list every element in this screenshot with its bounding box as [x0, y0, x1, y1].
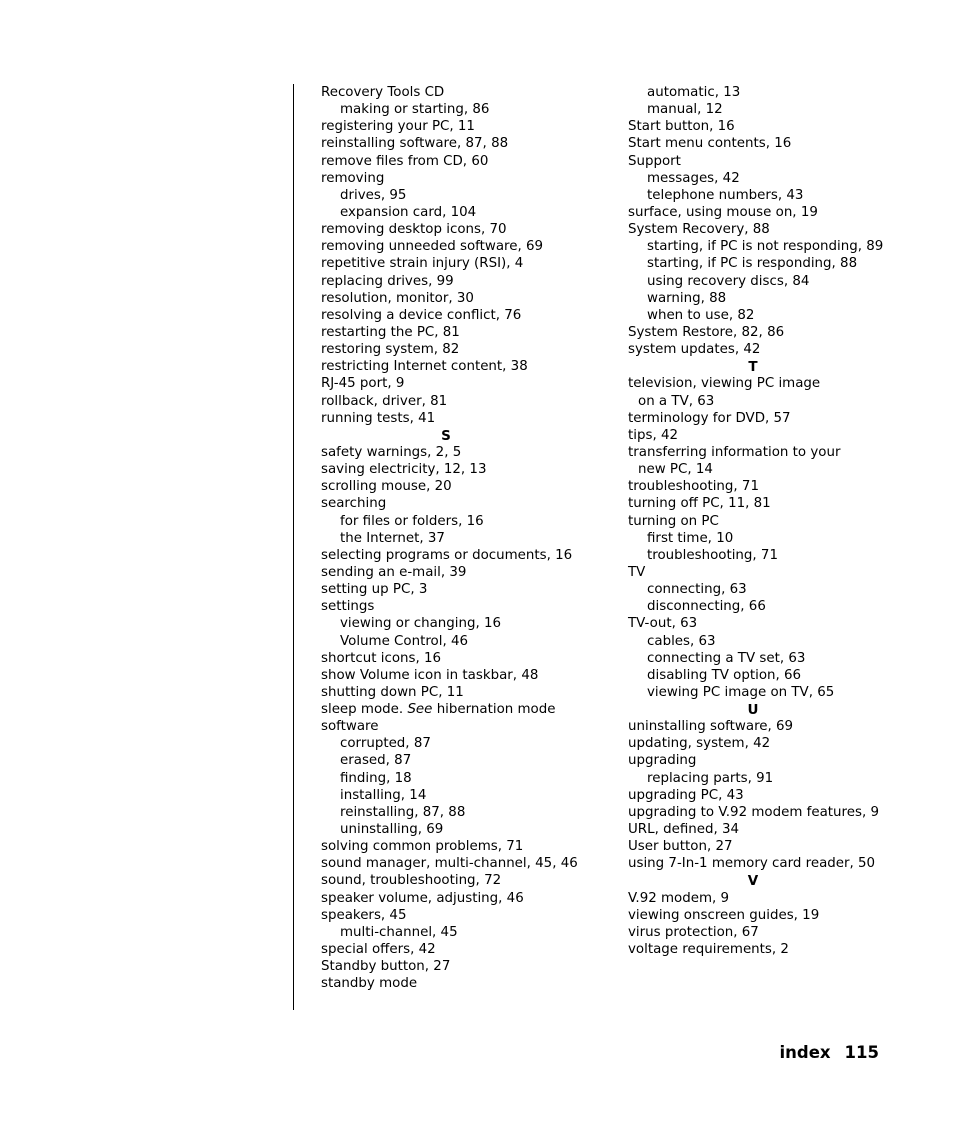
index-subentry: troubleshooting, 71: [647, 547, 778, 563]
index-entry: upgrading: [628, 753, 697, 769]
index-subentry: uninstalling, 69: [340, 822, 444, 838]
index-subentry: viewing PC image on TV, 65: [647, 684, 835, 700]
letter-heading: T: [748, 359, 758, 376]
index-entry: restarting the PC, 81: [321, 324, 460, 340]
index-entry: television, viewing PC image: [628, 376, 821, 392]
index-entry: Recovery Tools CD: [321, 85, 445, 100]
index-subentry: drives, 95: [340, 187, 407, 203]
index-entry: voltage requirements, 2: [628, 942, 789, 958]
index-entry: uninstalling software, 69: [628, 719, 794, 735]
index-subentry: expansion card, 104: [340, 204, 477, 220]
index-entry: transferring information to your: [628, 444, 841, 460]
index-entry: system updates, 42: [628, 342, 761, 358]
index-entry: new PC, 14: [638, 462, 713, 478]
index-entry: on a TV, 63: [638, 393, 715, 409]
index-subentry: telephone numbers, 43: [647, 187, 804, 203]
index-entry: sound manager, multi-channel, 45, 46: [321, 856, 578, 872]
index-subentry: when to use, 82: [647, 307, 755, 323]
see-reference: See: [407, 702, 433, 718]
index-entry: removing unneeded software, 69: [321, 239, 544, 255]
index-entry: searching: [321, 496, 387, 512]
index-entry: System Recovery, 88: [628, 222, 770, 238]
index-subentry: reinstalling, 87, 88: [340, 804, 466, 820]
index-entry: terminology for DVD, 57: [628, 410, 791, 426]
index-subentry: replacing parts, 91: [647, 770, 774, 786]
index-entry: remove files from CD, 60: [321, 153, 489, 169]
index-entry: turning on PC: [628, 513, 719, 529]
index-entry: sound, troubleshooting, 72: [321, 873, 502, 889]
index-subentry: the Internet, 37: [340, 530, 445, 546]
column-rule: [293, 84, 294, 1010]
index-entry: running tests, 41: [321, 410, 436, 426]
index-subentry: multi-channel, 45: [340, 924, 458, 940]
page-number: 115: [844, 1043, 879, 1062]
index-subentry: starting, if PC is not responding, 89: [647, 239, 884, 255]
index-entry: RJ-45 port, 9: [321, 376, 405, 392]
index-entry: repetitive strain injury (RSI), 4: [321, 256, 524, 272]
index-entry: restricting Internet content, 38: [321, 359, 528, 375]
index-subentry: manual, 12: [647, 102, 723, 118]
index-entry: URL, defined, 34: [628, 822, 740, 838]
index-subentry: automatic, 13: [647, 85, 741, 100]
index-entry: removing: [321, 170, 385, 186]
index-subentry: warning, 88: [647, 290, 727, 306]
index-entry: System Restore, 82, 86: [628, 324, 785, 340]
index-entry: turning off PC, 11, 81: [628, 496, 771, 512]
index-entry: standby mode: [321, 976, 418, 992]
index-entry: scrolling mouse, 20: [321, 479, 452, 495]
index-entry: V.92 modem, 9: [628, 890, 730, 906]
entry-text: sleep mode.: [321, 702, 404, 718]
index-entry: upgrading PC, 43: [628, 787, 744, 803]
index-entry: upgrading to V.92 modem features, 9: [628, 804, 879, 820]
index-subentry: for files or folders, 16: [340, 513, 484, 529]
index-entry: reinstalling software, 87, 88: [321, 136, 509, 152]
index-entry: using 7-In-1 memory card reader, 50: [628, 856, 876, 872]
index-entry: speaker volume, adjusting, 46: [321, 890, 524, 906]
index-subentry: corrupted, 87: [340, 736, 431, 752]
index-subentry: first time, 10: [647, 530, 734, 546]
index-subentry: starting, if PC is responding, 88: [647, 256, 858, 272]
footer-section-label: index: [779, 1043, 831, 1062]
index-subentry: disabling TV option, 66: [647, 667, 802, 683]
index-entry: TV: [628, 564, 646, 580]
index-subentry: viewing or changing, 16: [340, 616, 502, 632]
index-subentry: connecting, 63: [647, 582, 747, 598]
index-subentry: disconnecting, 66: [647, 599, 766, 615]
index-subentry: Volume Control, 46: [340, 633, 469, 649]
page-footer: [780, 1043, 880, 1062]
index-entry: Start button, 16: [628, 119, 735, 135]
index-entry: replacing drives, 99: [321, 273, 454, 289]
index-entry: speakers, 45: [321, 907, 407, 923]
index-entry: software: [321, 719, 379, 735]
index-entry: resolution, monitor, 30: [321, 290, 474, 306]
index-entry: registering your PC, 11: [321, 119, 475, 135]
index-subentry: erased, 87: [340, 753, 412, 769]
index-entry: rollback, driver, 81: [321, 393, 448, 409]
letter-heading: V: [747, 873, 759, 890]
index-entry: solving common problems, 71: [321, 839, 524, 855]
index-entry: tips, 42: [628, 427, 678, 443]
index-entry: updating, system, 42: [628, 736, 771, 752]
index-subentry: messages, 42: [647, 170, 740, 186]
index-entry: User button, 27: [628, 839, 733, 855]
index-entry: settings: [321, 599, 375, 615]
index-subentry: making or starting, 86: [340, 102, 490, 118]
index-entry: [321, 701, 611, 718]
index-subentry: finding, 18: [340, 770, 412, 786]
index-subentry: cables, 63: [647, 633, 716, 649]
index-entry: Start menu contents, 16: [628, 136, 792, 152]
index-entry: virus protection, 67: [628, 924, 759, 940]
index-subentry: installing, 14: [340, 787, 427, 803]
index-column-left: [321, 84, 611, 992]
index-entry: shutting down PC, 11: [321, 684, 464, 700]
index-entry: show Volume icon in taskbar, 48: [321, 667, 539, 683]
index-entry: resolving a device conflict, 76: [321, 307, 522, 323]
index-entry: shortcut icons, 16: [321, 650, 442, 666]
index-entry: Standby button, 27: [321, 959, 451, 975]
index-entry: restoring system, 82: [321, 342, 460, 358]
index-subentry: connecting a TV set, 63: [647, 650, 806, 666]
letter-heading: S: [441, 427, 451, 444]
index-entry: troubleshooting, 71: [628, 479, 759, 495]
letter-heading: U: [747, 702, 759, 719]
index-entry: setting up PC, 3: [321, 582, 428, 598]
index-entry: removing desktop icons, 70: [321, 222, 507, 238]
index-entry: selecting programs or documents, 16: [321, 547, 573, 563]
index-entry: TV-out, 63: [628, 616, 698, 632]
index-entry: Support: [628, 153, 681, 169]
index-entry: saving electricity, 12, 13: [321, 462, 487, 478]
index-entry: safety warnings, 2, 5: [321, 444, 462, 460]
index-subentry: using recovery discs, 84: [647, 273, 810, 289]
index-entry: special offers, 42: [321, 942, 436, 958]
index-entry: viewing onscreen guides, 19: [628, 907, 820, 923]
see-target: hibernation mode: [436, 702, 556, 718]
index-column-right: [628, 84, 918, 958]
index-entry: surface, using mouse on, 19: [628, 204, 818, 220]
index-entry: sending an e-mail, 39: [321, 564, 467, 580]
